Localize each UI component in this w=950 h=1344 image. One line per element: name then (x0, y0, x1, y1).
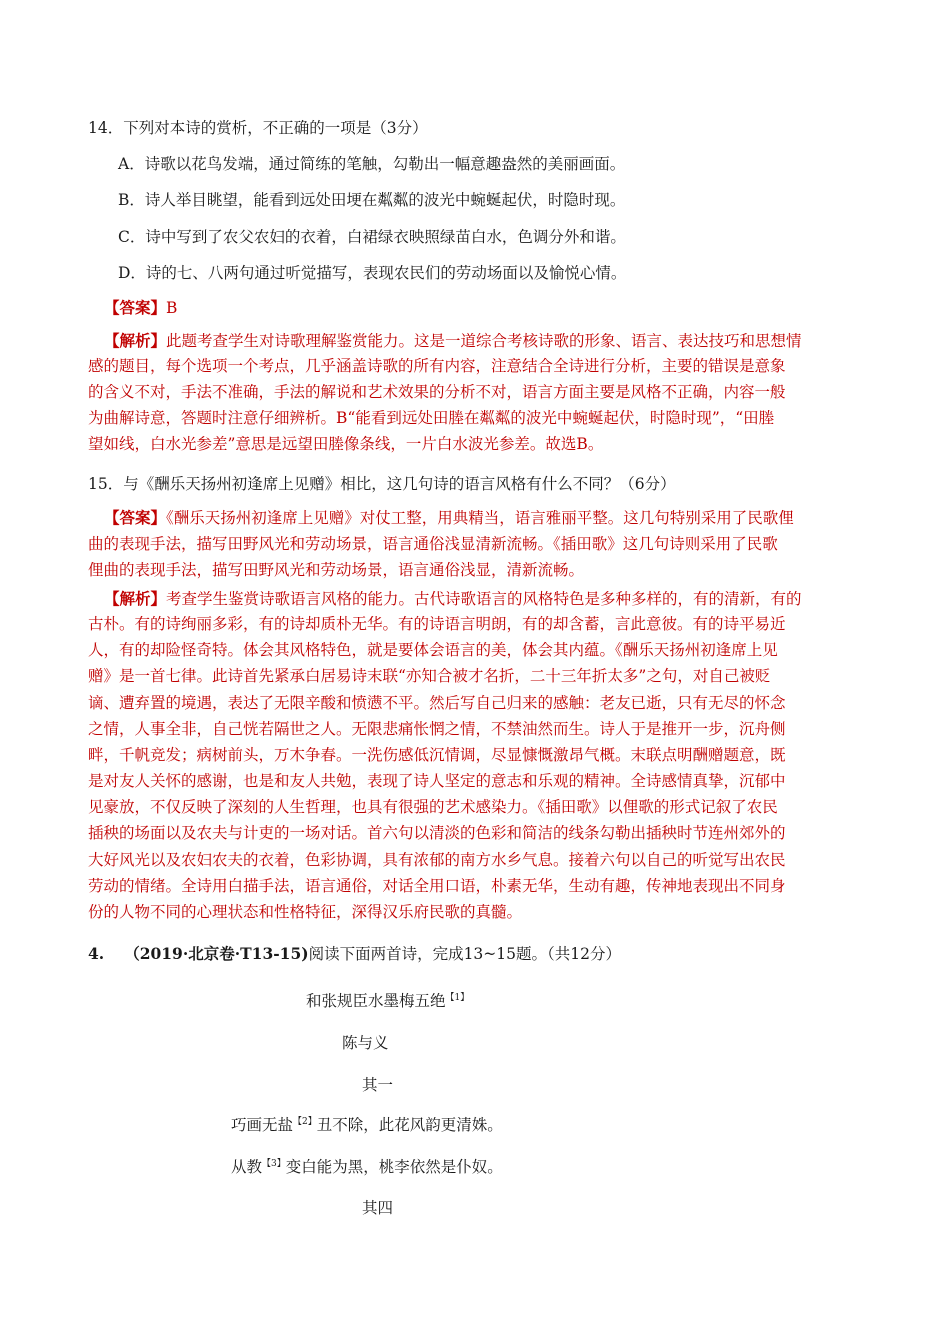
q14-analysis-line-2: 感的题目，每个选项一个考点，几乎涵盖诗歌的所有内容，注意结合全诗进行分析，主要的错误是意象 (88, 357, 786, 375)
answer-tag: 【答案】 (104, 508, 167, 527)
poem-line-2-a: 从教 (231, 1158, 263, 1176)
poem-line-2-b: 变白能为黑，桃李依然是仆奴。 (285, 1158, 503, 1176)
q14-analysis-line-5: 望如线，白水光参差”意思是远望田塍像条线，一片白水波光参差。故选B。 (88, 435, 604, 453)
q4-source: （2019·北京卷·T13-15) (124, 944, 309, 963)
answer-value: B (166, 299, 178, 317)
q15-analysis-line-2: 古朴。有的诗绚丽多彩，有的诗却质朴无华。有的诗语言明朗，有的却含蓄，言此意彼。有的诗平易近 (88, 615, 786, 633)
q14-option-b: B．诗人举目眺望，能看到远处田埂在粼粼的波光中蜿蜒起伏，时隐时现。 (118, 191, 626, 209)
poem-title (306, 994, 469, 1010)
q15-answer-line-1 (104, 510, 794, 527)
q4-header (88, 946, 621, 963)
q14-answer (104, 300, 177, 317)
poem-line-1-a: 巧画无盐 (231, 1116, 294, 1134)
poem-line-1 (231, 1118, 503, 1134)
analysis-tag: 【解析】 (104, 331, 167, 350)
poem-author: 陈与义 (342, 1034, 389, 1052)
q15-analysis-line-1 (104, 591, 802, 608)
answer-text: 《酬乐天扬州初逢席上见赠》对仗工整，用典精当，语言雅丽平整。这几句特别采用了民歌俚 (166, 509, 794, 527)
q15-analysis-line-11: 大好风光以及农妇农夫的衣着，色彩协调，具有浓郁的南方水乡气息。接着六句以自己的听觉写出农民 (88, 851, 786, 869)
q15-analysis-line-12: 劳动的情绪。全诗用白描手法，语言通俗，对话全用口语，朴素无华，生动有趣，传神地表现出不同身 (88, 877, 786, 895)
q14-option-a: A．诗歌以花鸟发端，通过简练的笔触，勾勒出一幅意趣盎然的美丽画面。 (118, 155, 626, 173)
q14-option-d: D．诗的七、八两句通过听觉描写，表现农民们的劳动场面以及愉悦心情。 (118, 264, 627, 282)
q15-analysis-line-4: 赠》是一首七律。此诗首先紧承白居易诗末联“亦知合被才名折，二十三年折太多”之句，对自己被贬 (88, 667, 771, 685)
q14-option-c: C．诗中写到了农父农妇的衣着，白裙绿衣映照绿苗白水，色调分外和谐。 (118, 228, 626, 246)
q15-analysis-line-13: 份的人物不同的心理状态和性格特征，深得汉乐府民歌的真髓。 (88, 903, 523, 921)
poem-title-note: 【1】 (445, 993, 470, 1003)
q14-analysis-line-4: 为曲解诗意，答题时注意仔细辨析。B“能看到远处田塍在粼粼的波光中蜿蜒起伏，时隐时现”，“田塍 (88, 409, 775, 427)
q14-analysis-line-1 (104, 333, 802, 350)
q15-analysis-line-3: 人，有的却险怪奇特。体会其风格特色，就是要体会语言的美，体会其内蕴。《酬乐天扬州初逢席上见 (88, 641, 778, 659)
answer-tag: 【答案】 (104, 298, 167, 317)
q15-analysis-line-6: 之情，人事全非，自己恍若隔世之人。无限悲痛怅惘之情，不禁油然而生。诗人于是推开一步，沉舟侧 (88, 720, 786, 738)
q15-stem: 15．与《酬乐天扬州初逢席上见赠》相比，这几句诗的语言风格有什么不同？（6分） (88, 475, 676, 493)
q15-analysis-line-8: 是对友人关怀的感谢，也是和友人共勉，表现了诗人坚定的意志和乐观的精神。全诗感情真挚，沉郁中 (88, 772, 786, 790)
analysis-tag: 【解析】 (104, 589, 167, 608)
q14-analysis-line-3: 的含义不对，手法不准确，手法的解说和艺术效果的分析不对，语言方面主要是风格不正确，内容一般 (88, 383, 786, 401)
q15-analysis-line-5: 谪、遭弃置的境遇，表达了无限辛酸和愤懑不平。然后写自己归来的感触：老友已逝，只有无尽的怀念 (88, 694, 786, 712)
q15-answer-line-3: 俚曲的表现手法，描写田野风光和劳动场景，语言通俗浅显，清新流畅。 (88, 561, 585, 579)
poem-line-1-note: 【2】 (293, 1117, 317, 1127)
q4-number: 4. (88, 944, 105, 963)
poem-line-1-b: 丑不除，此花风韵更清姝。 (316, 1116, 503, 1134)
poem-line-2 (231, 1160, 503, 1176)
poem-section-4: 其四 (362, 1199, 394, 1217)
q15-answer-line-2: 曲的表现手法，描写田野风光和劳动场景，语言通俗浅显清新流畅。《插田歌》这几句诗则采用了民歌 (88, 535, 778, 553)
poem-line-2-note: 【3】 (262, 1159, 286, 1169)
q15-analysis-line-7: 畔，千帆竞发；病树前头，万木争春。一洗伤感低沉情调，尽显慷慨激昂气概。末联点明酬赠题意，既 (88, 746, 786, 764)
analysis-text: 此题考查学生对诗歌理解鉴赏能力。这是一道综合考核诗歌的形象、语言、表达技巧和思想情 (166, 332, 802, 350)
q15-analysis-line-10: 插秧的场面以及农夫与计吏的一场对话。首六句以清淡的色彩和简洁的线条勾勒出插秧时节连州郊外的 (88, 824, 786, 842)
q4-instruction: 阅读下面两首诗，完成13~15题。（共12分） (308, 945, 621, 963)
q15-analysis-line-9: 见豪放，不仅反映了深刻的人生哲理，也具有很强的艺术感染力。《插田歌》以俚歌的形式记叙了农民 (88, 798, 778, 816)
q14-stem: 14．下列对本诗的赏析，不正确的一项是（3分） (88, 119, 428, 137)
poem-section-1: 其一 (362, 1076, 394, 1094)
analysis-text: 考查学生鉴赏诗歌语言风格的能力。古代诗歌语言的风格特色是多种多样的，有的清新，有的 (166, 590, 802, 608)
poem-title-text: 和张规臣水墨梅五绝 (306, 992, 446, 1010)
